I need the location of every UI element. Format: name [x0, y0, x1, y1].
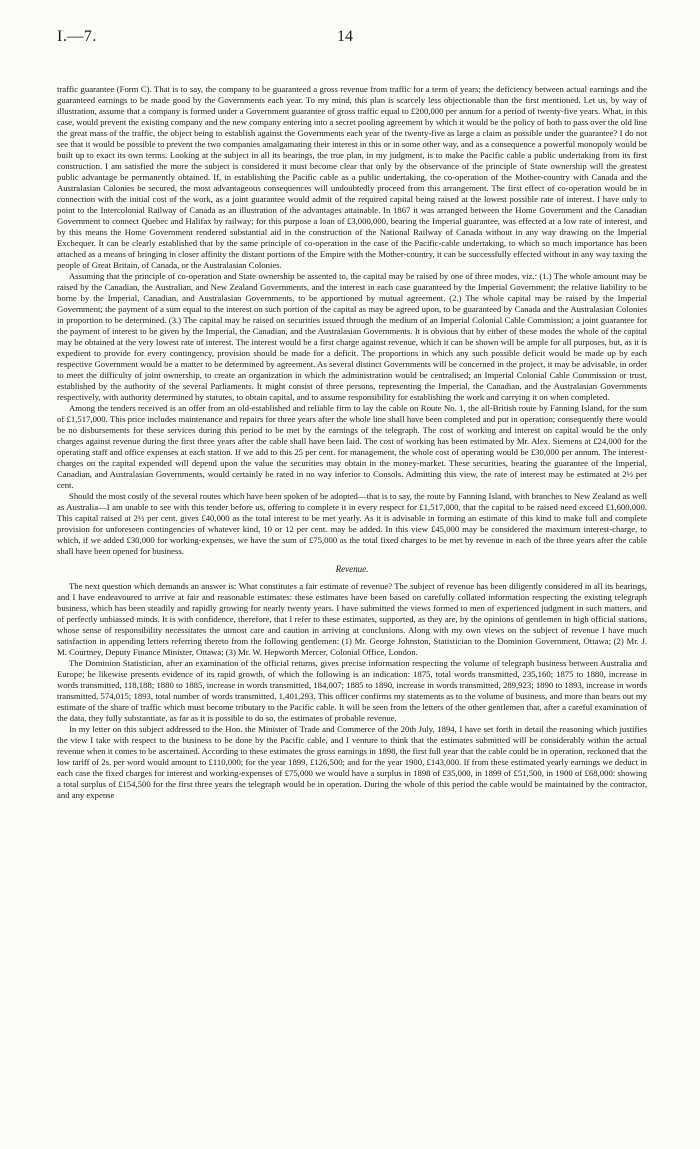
- document-code: I.—7.: [57, 28, 97, 45]
- page-number: 14: [337, 28, 353, 45]
- body-text: [57, 84, 647, 801]
- paragraph: In my letter on this subject addressed to the Hon. the Minister of Trade and Commerce of the 20th July, 1894, I have set forth in detail the reasoning which justifies the view I take with respect to the business to be done by the Pacific cable, and I venture to think that the estimates submitted will be considerably within the actual revenue when it comes to be ascertained. According to these estimates the gross earnings in 1898, the first full year that the cable could be in operation, reckoned that the low tariff of 2s. per word would amount to £110,000; for the year 1899, £126,500; and for the year 1900, £143,000. If from these estimated yearly earnings we deduct in each case the fixed charges for interest and working-expenses of £75,000 we would have a surplus in 1898 of £35,000, in 1899 of £51,500, in 1900 of £68,000: showing a total surplus of £154,500 for the first three years the telegraph would be in operation. During the whole of this period the cable would be maintained by the contractor, and any expense: [57, 724, 647, 800]
- paragraph: The next question which demands an answer is: What constitutes a fair estimate of revenue? The subject of revenue has been diligently considered in all its bearings, and I have endeavoured to arrive at fair and reasonable estimates: these estimates have been based on carefully collated information respecting the existing telegraph business, which has been steadily and rapidly growing for nearly twenty years. I have submitted the views formed to men of experienced judgment in such matters, and of perfectly unbiassed minds. It is with confidence, therefore, that I refer to these estimates, supported, as they are, by the opinions of gentlemen in high official stations, whose sense of responsibility necessitates the utmost care and caution in arriving at conclusions. Along with my own views on the subject of revenue I have much satisfaction in appending letters referring thereto from the following gentlemen: (1) Mr. George Johnston, Statistician to the Dominion Government, Ottawa; (2) Mr. J. M. Courtney, Deputy Finance Minister, Ottawa; (3) Mr. W. Hepworth Mercer, Colonial Office, London.: [57, 581, 647, 657]
- paragraph: Assuming that the principle of co-operation and State ownership be assented to, the capital may be raised by one of three modes, viz.: (1.) The whole amount may be raised by the Canadian, the Australian, and New Zealand Governments, and the interest in each case guaranteed by the Imperial Government; the relative liability to be borne by the Imperial, Canadian, and Australasian Governments, to be apportioned by mutual agreement. (2.) The whole capital may be raised by the Imperial Government; the payment of a sum equal to the interest on such portion of the capital as may be agreed upon, to be guaranteed by Canada and the Australasian Colonies in proportion to be determined. (3.) The capital may be raised on securities issued through the medium of an Imperial Colonial Cable Commission; a joint guarantee for the payment of interest to be given by the Imperial, the Canadian, and the Australasian Governments. It is obvious that by either of these modes the whole of the capital may be obtained at the very lowest rate of interest. The interest would be a first charge against revenue, which it can be shown will be ample for all purposes, but, as it is expedient to provide for every contingency, provision should be made for a deficit. The proportions in which any such possible deficit would be made up by each respective Government would be a matter to be determined by agreement. As several distinct Governments will be concerned in the project, it may be advisable, in order to meet the difficulty of joint ownership, to create an organization in which the administration would be centralised; an Imperial Colonial Cable Commission or trust, established by the authority of the several Parliaments. It might consist of three persons, representing the Imperial, the Canadian, and the Australasian Governments respectively, with authority determined by statutes, to obtain capital, and to assume responsibility for establishing the work and carrying it on when completed.: [57, 271, 647, 402]
- paragraph: Should the most costly of the several routes which have been spoken of be adopted—that is to say, the route by Fanning Island, with branches to New Zealand as well as Australia—I am unable to see with this tender before us, offering to complete it in every respect for £1,517,000, that the capital to be raised need exceed £1,600,000. This capital raised at 2½ per cent. gives £40,000 as the total interest to be met yearly. As it is advisable in forming an estimate of this kind to make full and complete provision for unforeseen contingencies of whatever kind, 10 or 12 per cent. may be added. In this view £45,000 may be considered the maximum interest-charge, to which, if we added £30,000 for working-expenses, we have the sum of £75,000 as the total fixed charges to be met by revenue in each of the three years after the cable shall have been opened for business.: [57, 491, 647, 556]
- section-heading: Revenue.: [335, 564, 369, 574]
- paragraph: traffic guarantee (Form C). That is to say, the company to be guaranteed a gross revenue from traffic for a term of years; the deficiency between actual earnings and the guaranteed earnings to be made good by the Governments each year. To my mind, this plan is scarcely less objectionable than the first mentioned. Let us, by way of illustration, assume that a company is formed under a Government guarantee of gross traffic equal to £200,000 per annum for a period of twenty-five years. What, in this case, would prevent the existing company and the new company entering into a secret pooling agreement by which it would be the policy of both to pass over the old line the great mass of the traffic, the object being to establish against the Governments each year of the twenty-five as large a claim as possible under the guarantee? I do not see that it would be possible to prevent the two companies amalgamating their interest in this or in some other way, and as a consequence a powerful monopoly would be built up to exact its own terms. Looking at the subject in all its bearings, the true plan, in my judgment, is to make the Pacific cable a public undertaking from its first construction. I am satisfied the more the subject is considered it must become clear that only by the observance of the principle of State ownership will the greatest public advantage be permanently obtained. If, in establishing the Pacific cable as a public undertaking, the co-operation of the Mother-country with Canada and the Australasian Colonies be secured, the most advantageous consequences will undoubtedly proceed from this arrangement. The first effect of co-operation would be in connection with the initial cost of the work, as a joint guarantee would admit of the required capital being raised at the lowest possible rate of interest. I have only to point to the Intercolonial Railway of Canada as an illustration of the advantages attainable. In 1867 it was arranged between the Home Government and the Canadian Government to connect Quebec and Halifax by railway; for this purpose a loan of £3,000,000, bearing the Imperial guarantee, was effected at a low rate of interest, and by this means the Home Government rendered substantial aid in the construction of the National Railway of Canada without in any way drawing on the Imperial Exchequer. It can be clearly established that by the same principle of co-operation in the case of the Pacific-cable undertaking, to which so much importance has been attached as a means of bringing in closer affinity the distant portions of the Empire with the Mother-country, it can be successfully effected without in any way taxing the people of Great Britain, of Canada, or the Australasian Colonies.: [57, 84, 647, 270]
- paragraph: The Dominion Statistician, after an examination of the official returns, gives precise information respecting the volume of telegraph business between Australia and Europe; he likewise presents evidence of its rapid growth, of which the following is an indication: 1875, total words transmitted, 235,160; 1875 to 1880, increase in words transmitted, 118,188; 1880 to 1885, increase in words transmitted, 184,007; 1885 to 1890, increase in words transmitted, 289,923; 1890 to 1893, increase in words transmitted, 574,015; 1893, total number of words transmitted, 1,401,293. This officer confirms my statements as to the volume of business, and more than bears out my estimate of the share of traffic which must become tributary to the Pacific cable. It will be seen from the letters of the other gentlemen that, after a careful examination of the data, they fully substantiate, as far as it is possible to do so, the estimates of probable revenue.: [57, 658, 647, 723]
- page-header: [57, 28, 647, 50]
- paragraph: Among the tenders received is an offer from an old-established and reliable firm to lay the cable on Route No. 1, the all-British route by Fanning Island, for the sum of £1,517,000. This price includes maintenance and repairs for three years after the whole line shall have been completed and put in operation; consequently there would be no disbursements for these services during this period to be met by the earnings of the telegraph. The cost of working and interest on capital would be the only charges against revenue during the first three years after the cable shall have been laid. The cost of working has been estimated by Mr. Alex. Siemens at £24,000 for the operating staff and office expenses at each station. If we add to this 25 per cent. for management, the whole cost of operating would be £30,000 per annum. The interest-charges on the capital expended will depend upon the value the securities may obtain in the money-market. These securities, bearing the guarantee of the Imperial, Canadian, and Australasian Governments, would certainly be rated in no way inferior to Consols. Admitting this view, the rate of interest may be estimated at 2½ per cent.: [57, 403, 647, 490]
